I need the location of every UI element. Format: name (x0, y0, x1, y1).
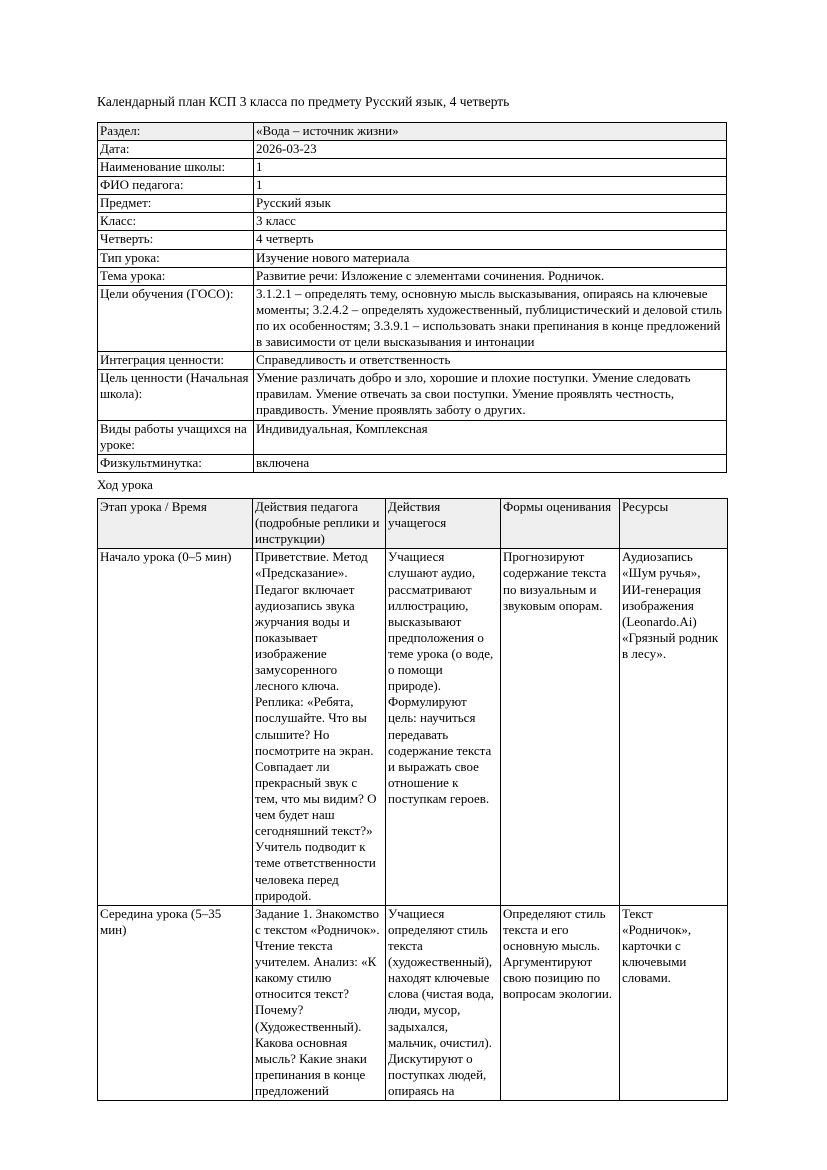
info-value-lesson-type: Изучение нового материала (254, 249, 727, 267)
teacher-actions-text: Задание 1. Знакомство с текстом «Родничок». Чтение текста учителем. Анализ: «К какому стилю относится текст? Почему? (Художественный). Какова основная мысль? Какие знаки препинания в конце предложений (255, 905, 380, 1098)
info-value-phys-minute: включена (254, 454, 727, 472)
info-label-values-goal: Цель ценности (Начальная школа): (98, 370, 254, 420)
student-actions-text: Учащиеся определяют стиль текста (художественный), находят ключевые слова (чистая вода, люди, мусор, задыхался, мальчик, очистил). Дискутируют о поступках людей, опираясь на (388, 905, 494, 1098)
resources-cell (620, 905, 728, 1100)
info-row (98, 267, 727, 285)
assessment-text: Определяют стиль текста и его основную мысль. Аргументируют свою позицию по вопросам экологии. (503, 905, 613, 1002)
info-row (98, 285, 727, 351)
info-value-values-goal: Умение различать добро и зло, хорошие и плохие поступки. Умение следовать правилам. Умение отвечать за свои поступки. Умение проявлять честность, правдивость. Умение проявлять заботу о других. (254, 370, 727, 420)
info-label-subject: Предмет: (98, 195, 254, 213)
info-row (98, 177, 727, 195)
info-value-work-types: Индивидуальная, Комплексная (254, 420, 727, 454)
info-label-data: Дата: (98, 140, 254, 158)
info-row (98, 352, 727, 370)
info-label-phys-minute: Физкультминутка: (98, 454, 254, 472)
info-value-razdel: «Вода – источник жизни» (254, 122, 727, 140)
info-label-work-types: Виды работы учащихся на уроке: (98, 420, 254, 454)
info-value-goals: 3.1.2.1 – определять тему, основную мысль высказывания, опираясь на ключевые моменты; 3.2.4.2 – определять художественный, публицистический и деловой стиль по их особенностям; 3.3.9.1 – использовать знаки препинания в конце предложений в зависимости от цели высказывания и интонации (254, 285, 727, 351)
info-value-class: 3 класс (254, 213, 727, 231)
teacher-actions-cell: Приветствие. Метод «Предсказание». Педагог включает аудиозапись звука журчания воды и показывает изображение замусоренного лесного ключа. Реплика: «Ребята, послушайте. Что вы слышите? Но посмотрите на экран. Совпадает ли прекрасный звук с тем, что мы видим? О чем будет наш сегодняшний текст?» Учитель подводит к теме ответственности человека перед природой. (253, 549, 386, 905)
info-label-lesson-type: Тип урока: (98, 249, 254, 267)
stage-text: Середина урока (5–35 мин) (100, 905, 222, 937)
stage-cell: Начало урока (0–5 мин) (98, 549, 253, 905)
info-value-values-integration: Справедливость и ответственность (254, 352, 727, 370)
info-row (98, 195, 727, 213)
info-value-subject: Русский язык (254, 195, 727, 213)
lesson-info-table (97, 122, 727, 473)
header-student-actions: Действия учащегося (386, 499, 501, 549)
header-assessment: Формы оценивания (501, 499, 620, 549)
header-teacher-actions: Действия педагога (подробные реплики и инструкции) (253, 499, 386, 549)
student-actions-cell (386, 905, 501, 1100)
info-value-lesson-topic: Развитие речи: Изложение с элементами сочинения. Родничок. (254, 267, 727, 285)
header-stage: Этап урока / Время (98, 499, 253, 549)
section-heading: Ход урока (97, 476, 153, 492)
student-actions-cell: Учащиеся слушают аудио, рассматривают иллюстрацию, высказывают предположения о теме урока (о воде, о помощи природе). Формулируют цель: научиться передавать содержание текста и выражать свое отношение к поступкам героев. (386, 549, 501, 905)
info-label-lesson-topic: Тема урока: (98, 267, 254, 285)
info-label-school: Наименование школы: (98, 158, 254, 176)
info-value-data: 2026-03-23 (254, 140, 727, 158)
info-value-school: 1 (254, 158, 727, 176)
info-value-quarter: 4 четверть (254, 231, 727, 249)
info-row (98, 454, 727, 472)
info-label-razdel: Раздел: (98, 122, 254, 140)
header-resources: Ресурсы (620, 499, 728, 549)
info-label-teacher: ФИО педагога: (98, 177, 254, 195)
stage-cell (98, 905, 253, 1100)
lesson-table-header-row (98, 499, 728, 549)
info-value-teacher: 1 (254, 177, 727, 195)
info-label-quarter: Четверть: (98, 231, 254, 249)
teacher-actions-cell (253, 905, 386, 1100)
lesson-row-middle (98, 905, 728, 1100)
info-row (98, 158, 727, 176)
lesson-row-start (98, 549, 728, 905)
info-label-class: Класс: (98, 213, 254, 231)
info-label-values-integration: Интеграция ценности: (98, 352, 254, 370)
document-title: Календарный план КСП 3 класса по предмету Русский язык, 4 четверть (97, 94, 510, 109)
assessment-cell: Прогнозируют содержание текста по визуальным и звуковым опорам. (501, 549, 620, 905)
info-row (98, 213, 727, 231)
lesson-flow-table (97, 498, 728, 1101)
assessment-cell (501, 905, 620, 1100)
info-row (98, 249, 727, 267)
info-row (98, 122, 727, 140)
resources-cell: Аудиозапись «Шум ручья», ИИ-генерация изображения (Leonardo.Ai) «Грязный родник в лесу». (620, 549, 728, 905)
info-row (98, 370, 727, 420)
info-row (98, 231, 727, 249)
info-row (98, 420, 727, 454)
info-row (98, 140, 727, 158)
info-label-goals: Цели обучения (ГОСО): (98, 285, 254, 351)
resources-text: Текст «Родничок», карточки с ключевыми словами. (622, 905, 692, 986)
